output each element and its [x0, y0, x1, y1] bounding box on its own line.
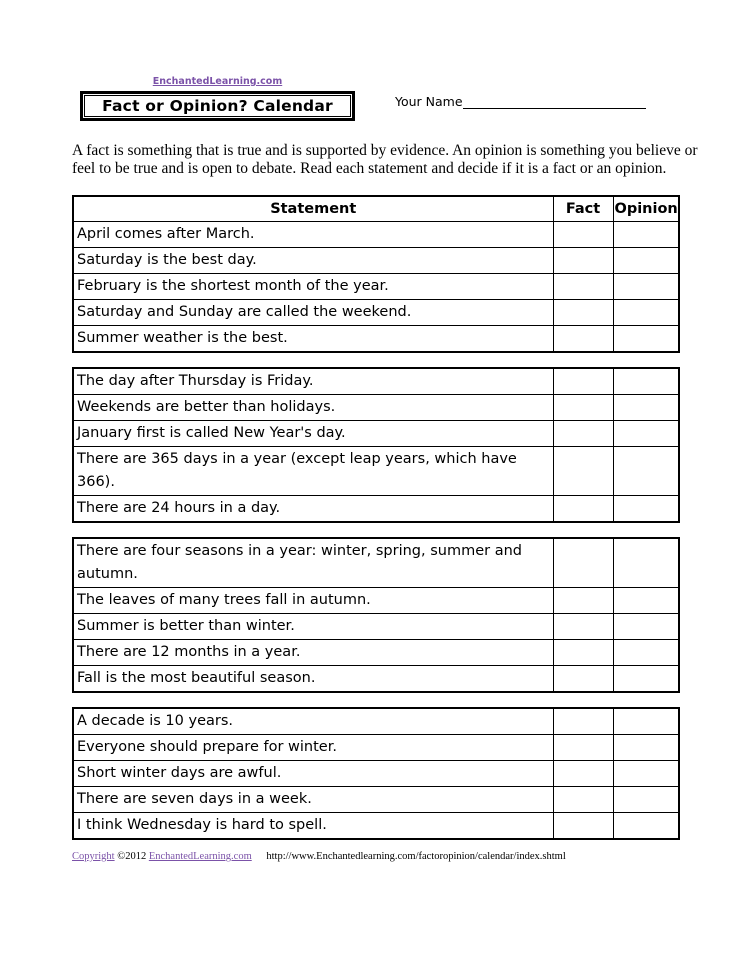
opinion-answer-cell [613, 786, 679, 812]
statement-cell: Saturday and Sunday are called the weekend. [73, 299, 553, 325]
table-row [73, 587, 679, 613]
statement-cell: There are 24 hours in a day. [73, 495, 553, 522]
fact-answer-cell [553, 708, 613, 735]
table-row [73, 786, 679, 812]
opinion-answer-cell [613, 734, 679, 760]
statement-cell: There are four seasons in a year: winter, spring, summer and autumn. [73, 538, 553, 588]
table-row [73, 495, 679, 522]
table-row [73, 247, 679, 273]
statement-table-3 [72, 537, 680, 693]
statement-table-2 [72, 367, 680, 523]
table-row [73, 446, 679, 495]
table-row [73, 394, 679, 420]
page-title: Fact or Opinion? Calendar [84, 95, 351, 117]
statement-table-1 [72, 195, 680, 353]
statement-cell: There are 12 months in a year. [73, 639, 553, 665]
statement-cell: Summer weather is the best. [73, 325, 553, 352]
table-row [73, 273, 679, 299]
fact-answer-cell [553, 221, 613, 247]
table-row [73, 538, 679, 588]
fact-answer-cell [553, 247, 613, 273]
fact-column-header: Fact [553, 196, 613, 221]
name-blank-line [463, 95, 646, 109]
opinion-answer-cell [613, 760, 679, 786]
opinion-answer-cell [613, 420, 679, 446]
table-row [73, 221, 679, 247]
opinion-answer-cell [613, 812, 679, 839]
fact-answer-cell [553, 639, 613, 665]
footer [72, 851, 566, 862]
opinion-answer-cell [613, 495, 679, 522]
statement-cell: Summer is better than winter. [73, 613, 553, 639]
site-link[interactable]: EnchantedLearning.com [152, 76, 283, 87]
fact-answer-cell [553, 495, 613, 522]
opinion-answer-cell [613, 613, 679, 639]
opinion-answer-cell [613, 639, 679, 665]
fact-answer-cell [553, 368, 613, 395]
table-row [73, 639, 679, 665]
statement-cell: April comes after March. [73, 221, 553, 247]
statement-cell: The leaves of many trees fall in autumn. [73, 587, 553, 613]
statement-cell: There are seven days in a week. [73, 786, 553, 812]
opinion-answer-cell [613, 538, 679, 588]
name-label: Your Name [395, 94, 463, 109]
opinion-column-header: Opinion [613, 196, 679, 221]
statement-column-header: Statement [73, 196, 553, 221]
table-row [73, 299, 679, 325]
table-row [73, 420, 679, 446]
statement-cell: I think Wednesday is hard to spell. [73, 812, 553, 839]
statement-cell: There are 365 days in a year (except leap years, which have 366). [73, 446, 553, 495]
header-row [73, 196, 679, 221]
fact-answer-cell [553, 394, 613, 420]
table-row [73, 734, 679, 760]
fact-answer-cell [553, 760, 613, 786]
fact-answer-cell [553, 446, 613, 495]
opinion-answer-cell [613, 247, 679, 273]
opinion-answer-cell [613, 587, 679, 613]
statement-cell: February is the shortest month of the year. [73, 273, 553, 299]
statement-cell: Saturday is the best day. [73, 247, 553, 273]
statement-cell: January first is called New Year's day. [73, 420, 553, 446]
opinion-answer-cell [613, 273, 679, 299]
opinion-answer-cell [613, 299, 679, 325]
fact-answer-cell [553, 812, 613, 839]
intro-line-2: feel to be true and is open to debate. Read each statement and decide if it is a fact or an opinion. [72, 160, 667, 177]
opinion-answer-cell [613, 325, 679, 352]
fact-answer-cell [553, 734, 613, 760]
statement-cell: A decade is 10 years. [73, 708, 553, 735]
fact-answer-cell [553, 273, 613, 299]
footer-site-link[interactable]: EnchantedLearning.com [148, 851, 252, 862]
fact-answer-cell [553, 587, 613, 613]
statement-table-4 [72, 707, 680, 840]
opinion-answer-cell [613, 446, 679, 495]
fact-answer-cell [553, 665, 613, 692]
table-row [73, 665, 679, 692]
name-row [395, 94, 646, 109]
table-row [73, 325, 679, 352]
intro-line-1: A fact is something that is true and is supported by evidence. An opinion is something you believe or [72, 142, 698, 159]
copyright-year: ©2012 [117, 851, 147, 862]
copyright-link[interactable]: Copyright [72, 851, 115, 862]
table-row [73, 368, 679, 395]
fact-answer-cell [553, 786, 613, 812]
footer-url: http://www.Enchantedlearning.com/factoropinion/calendar/index.shtml [266, 851, 566, 862]
statement-cell: Weekends are better than holidays. [73, 394, 553, 420]
statement-cell: Fall is the most beautiful season. [73, 665, 553, 692]
intro-text [72, 142, 712, 178]
fact-answer-cell [553, 299, 613, 325]
opinion-answer-cell [613, 221, 679, 247]
statement-cell: The day after Thursday is Friday. [73, 368, 553, 395]
fact-answer-cell [553, 613, 613, 639]
fact-answer-cell [553, 538, 613, 588]
title-box [80, 91, 355, 121]
statement-cell: Everyone should prepare for winter. [73, 734, 553, 760]
statement-cell: Short winter days are awful. [73, 760, 553, 786]
opinion-answer-cell [613, 394, 679, 420]
table-row [73, 708, 679, 735]
opinion-answer-cell [613, 665, 679, 692]
fact-answer-cell [553, 325, 613, 352]
fact-answer-cell [553, 420, 613, 446]
tables [72, 195, 678, 854]
opinion-answer-cell [613, 708, 679, 735]
table-row [73, 760, 679, 786]
opinion-answer-cell [613, 368, 679, 395]
table-row [73, 812, 679, 839]
table-row [73, 613, 679, 639]
